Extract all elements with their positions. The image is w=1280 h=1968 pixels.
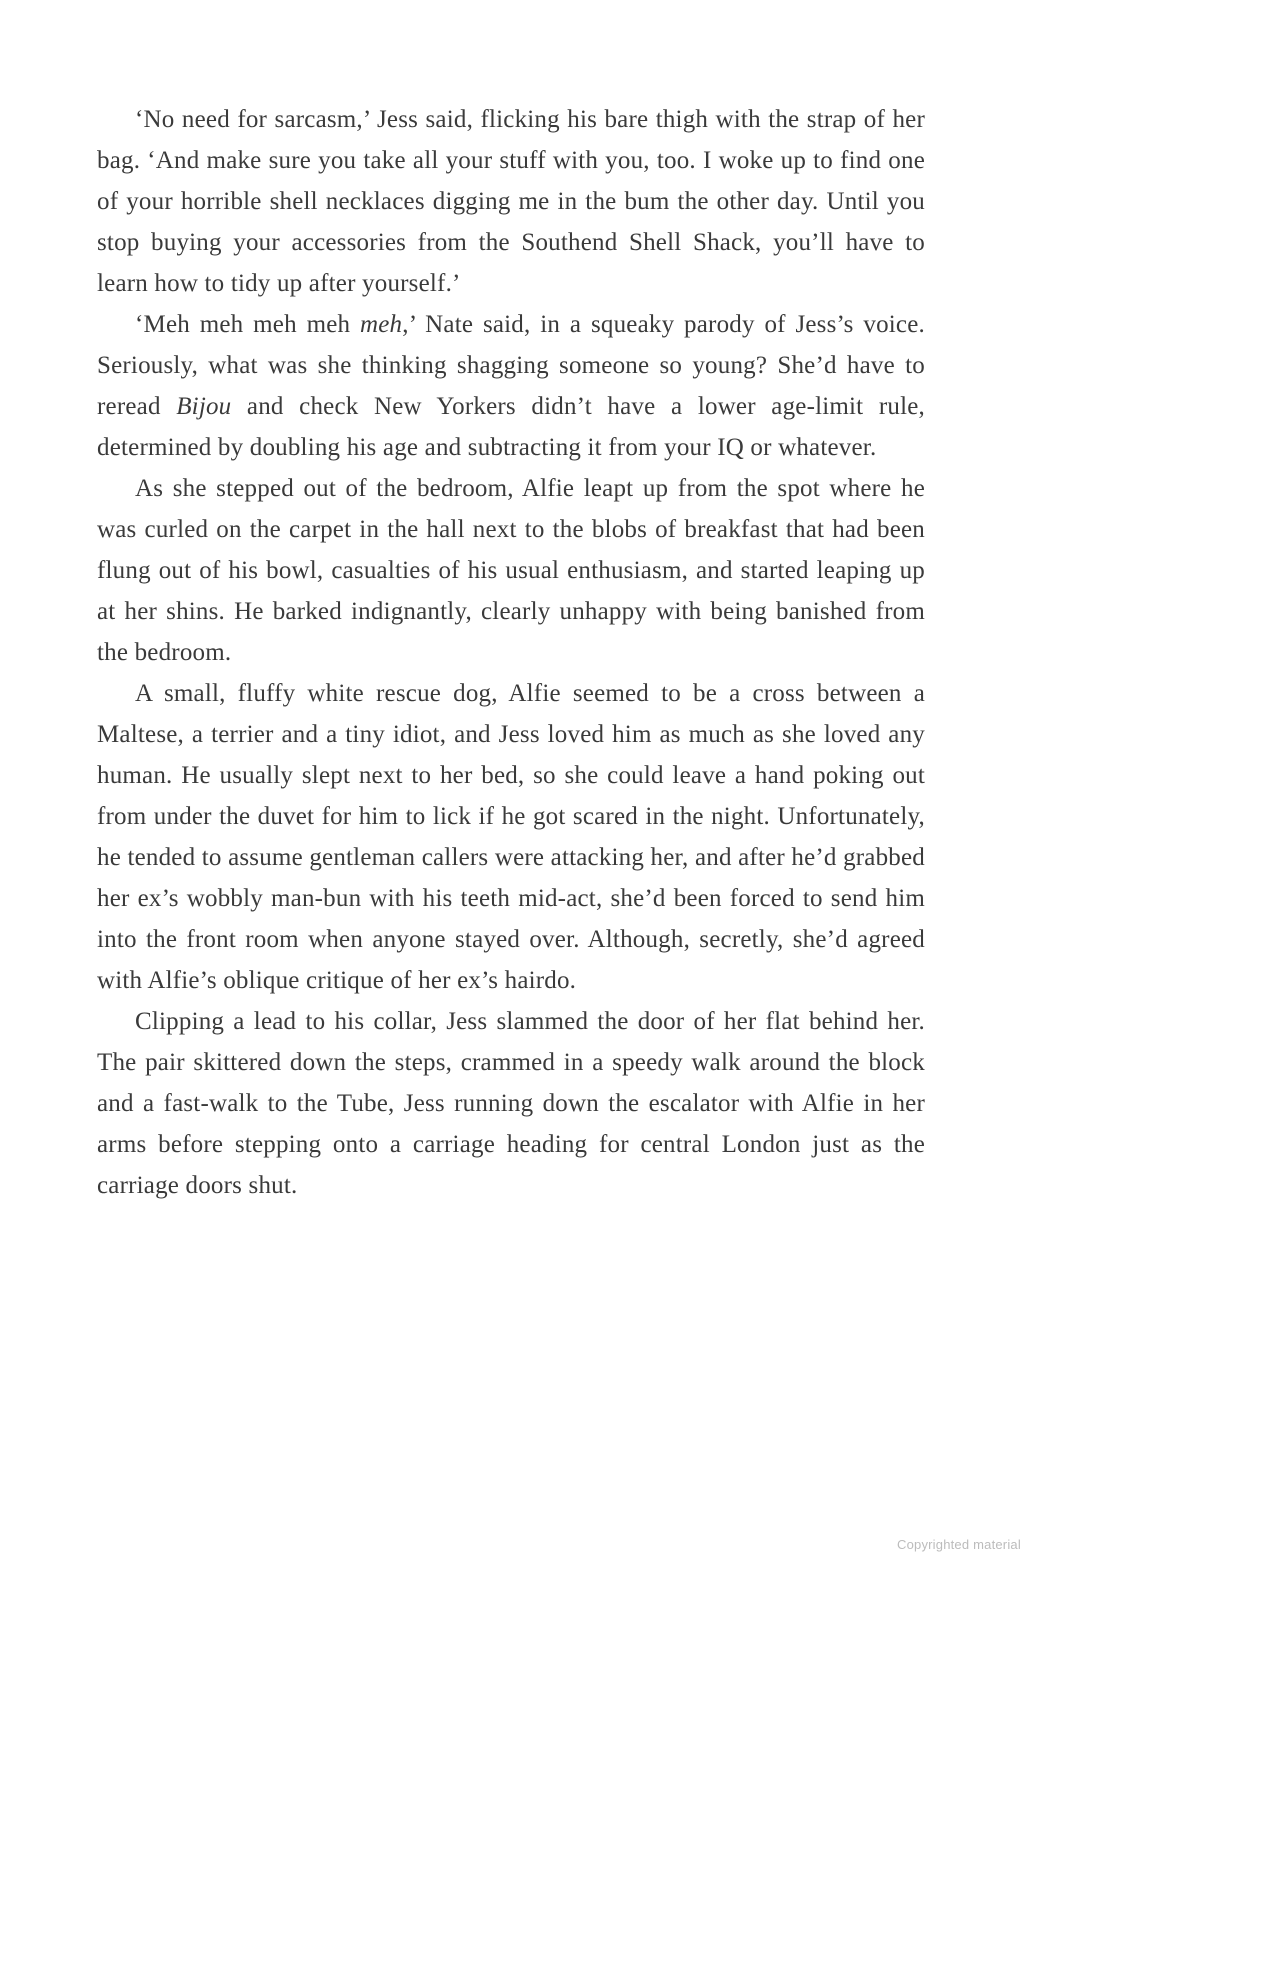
italic-text: Bijou (176, 393, 232, 420)
body-text: As she stepped out of the bedroom, Alfie leapt up from the spot where he was curled on the carpet in the hall next to the blobs of breakfast that had been flung out of his bowl, casualties of his usual enthusiasm, and started leaping up at her shins. He barked indignantly, clearly unhappy with being banished from the bedroom. (97, 475, 925, 666)
body-text: ,’ Nate said, in a squeaky parody of Jess’s voice. Seriously, what was she thinking shagging someone so young? She’d have to reread (97, 311, 925, 420)
copyright-notice: Copyrighted material (897, 1537, 1021, 1552)
body-text: Clipping a lead to his collar, Jess slammed the door of her flat behind her. The pair skittered down the steps, crammed in a speedy walk around the block and a fast-walk to the Tube, Jess running down the escalator with Alfie in her arms before stepping onto a carriage heading for central London just as the carriage doors shut. (97, 1008, 925, 1199)
body-text: and check New Yorkers didn’t have a lower age-limit rule, determined by doubling his age and subtracting it from your IQ or whatever. (97, 393, 925, 461)
paragraph (97, 673, 925, 1001)
body-text: ‘No need for sarcasm,’ Jess said, flicking his bare thigh with the strap of her bag. ‘And make sure you take all your stuff with you, too. I woke up to find one of your horrible shell necklaces digging me in the bum the other day. Until you stop buying your accessories from the Southend Shell Shack, you’ll have to learn how to tidy up after yourself.’ (97, 106, 925, 297)
paragraph (97, 304, 925, 468)
paragraph (97, 99, 925, 304)
paragraph (97, 1001, 925, 1206)
body-text: ‘Meh meh meh meh (135, 311, 360, 338)
paragraph (97, 468, 925, 673)
italic-text: meh (360, 311, 403, 338)
body-text: A small, fluffy white rescue dog, Alfie seemed to be a cross between a Maltese, a terrier and a tiny idiot, and Jess loved him as much as she loved any human. He usually slept next to her bed, so she could leave a hand poking out from under the duvet for him to lick if he got scared in the night. Unfortunately, he tended to assume gentleman callers were attacking her, and after he’d grabbed her ex’s wobbly man-bun with his teeth mid-act, she’d been forced to send him into the front room when anyone stayed over. Although, secretly, she’d agreed with Alfie’s oblique critique of her ex’s hairdo. (97, 680, 925, 994)
page-text (97, 99, 925, 1206)
